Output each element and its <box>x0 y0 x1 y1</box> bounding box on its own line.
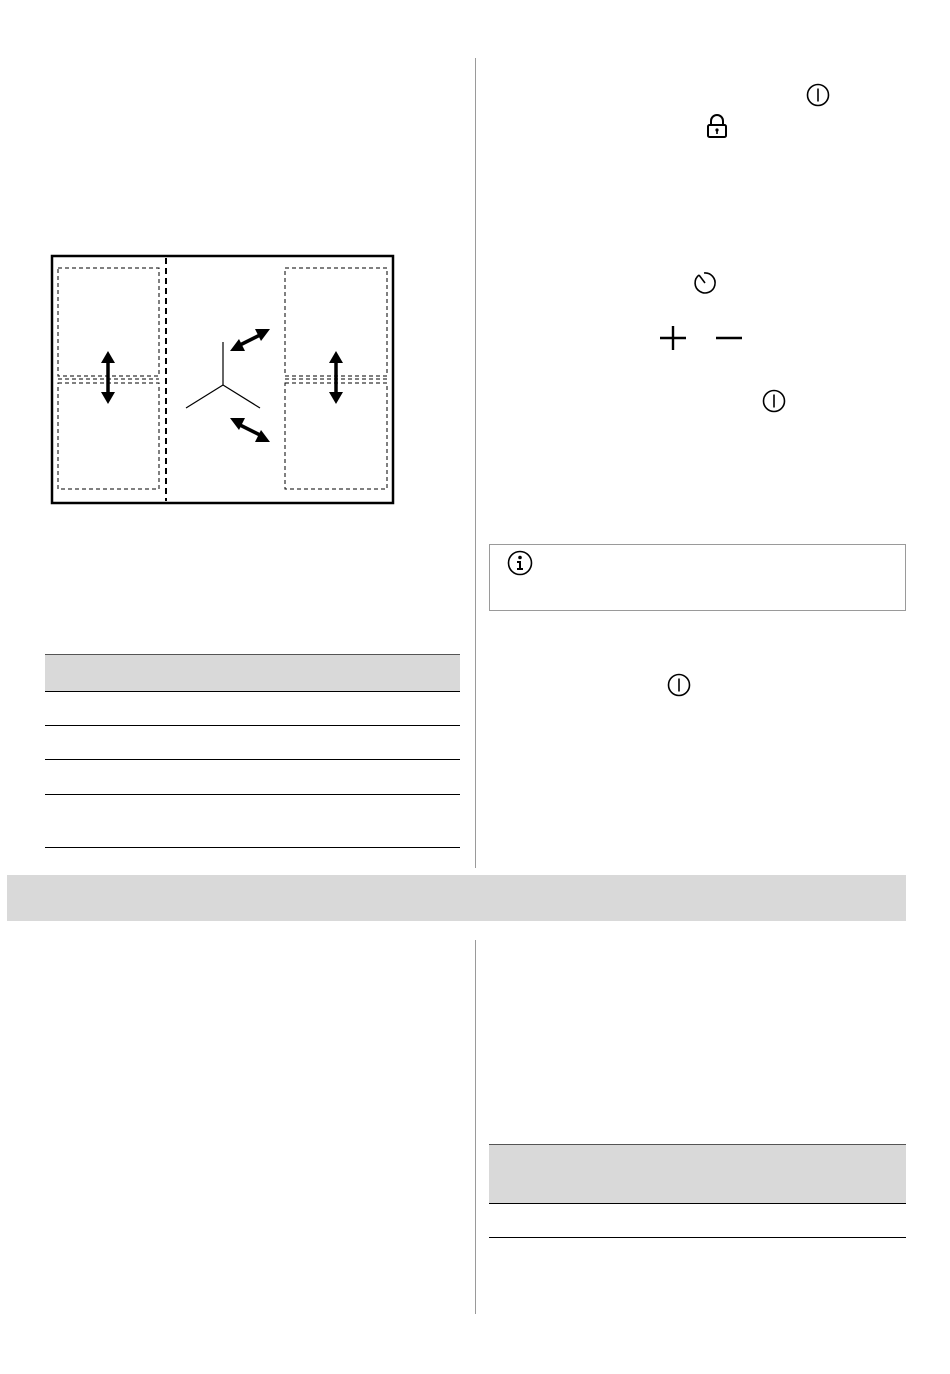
column-divider-top <box>475 58 476 868</box>
left-table-row-rule <box>45 691 460 692</box>
timer-icon <box>691 270 717 296</box>
info-icon <box>507 550 533 576</box>
power-icon <box>806 83 830 107</box>
info-note-box <box>489 544 906 611</box>
left-table-row-rule <box>45 794 460 795</box>
hob-zone-diagram <box>50 254 395 506</box>
power-icon <box>667 673 691 697</box>
left-table-top-rule <box>45 654 460 655</box>
right-table-row-rule <box>489 1203 906 1204</box>
section-heading-band <box>7 875 906 921</box>
left-table-bottom-rule <box>45 847 460 848</box>
right-table-top-rule <box>489 1144 906 1145</box>
left-table-row-rule <box>45 725 460 726</box>
minus-icon <box>715 326 743 350</box>
lock-icon <box>706 114 728 138</box>
column-divider-bottom <box>475 940 476 1314</box>
right-table-header <box>489 1144 906 1203</box>
left-table-header <box>45 654 460 691</box>
right-table-bottom-rule <box>489 1237 906 1238</box>
left-table-row-rule <box>45 759 460 760</box>
power-icon <box>762 389 786 413</box>
plus-icon <box>659 326 687 350</box>
